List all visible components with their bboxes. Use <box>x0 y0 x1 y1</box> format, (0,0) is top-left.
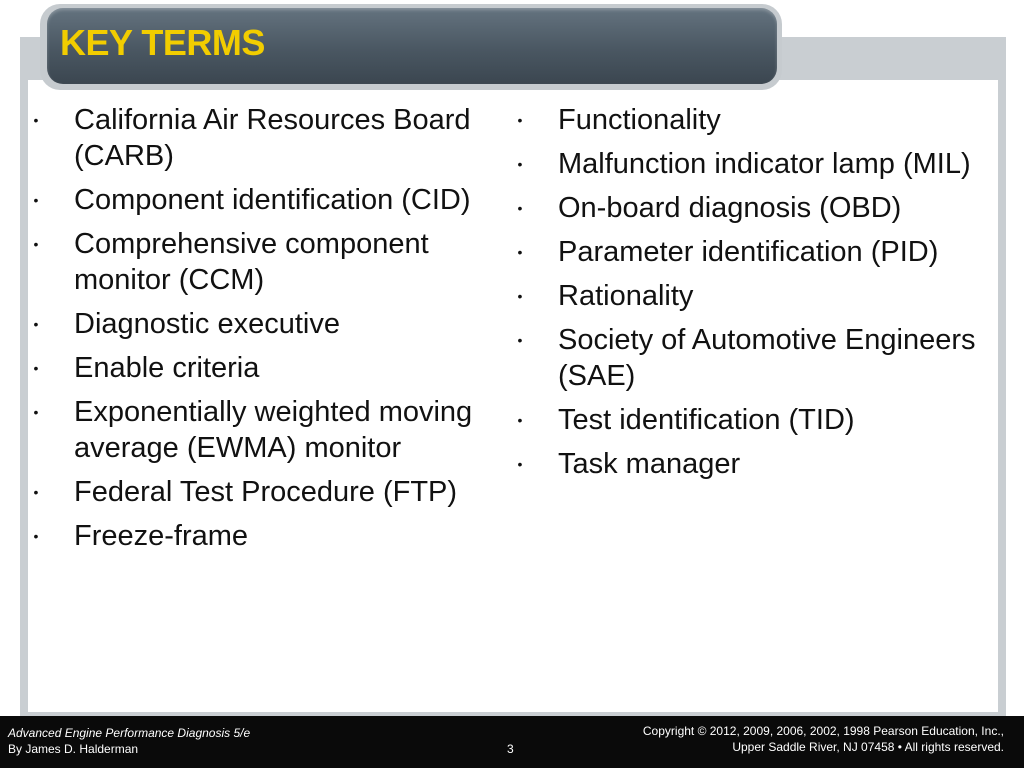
copyright-line-1: Copyright © 2012, 2009, 2006, 2002, 1998 Pearson Education, Inc., <box>642 724 1004 738</box>
slide-title: KEY TERMS <box>60 22 265 63</box>
left-term-list <box>30 102 500 562</box>
bullet-icon: • <box>33 112 39 128</box>
list-item <box>514 446 984 482</box>
right-term-list <box>514 102 984 490</box>
list-item <box>514 146 984 182</box>
term-text: Freeze-frame <box>74 520 249 552</box>
bullet-icon: • <box>517 332 523 348</box>
list-item <box>514 322 984 394</box>
list-item <box>30 518 500 554</box>
term-text: Test identification (TID) <box>558 404 855 436</box>
term-text: California Air Resources Board (CARB) <box>74 104 471 172</box>
bullet-icon: • <box>517 288 523 304</box>
bullet-icon: • <box>517 244 523 260</box>
term-text: Diagnostic executive <box>74 308 340 340</box>
list-item <box>30 306 500 342</box>
term-text: Comprehensive component monitor (CCM) <box>74 228 429 296</box>
bullet-icon: • <box>517 456 523 472</box>
term-text: Rationality <box>558 280 694 312</box>
list-item <box>514 102 984 138</box>
term-text: On-board diagnosis (OBD) <box>558 192 902 224</box>
list-item <box>30 350 500 386</box>
copyright-line-2: Upper Saddle River, NJ 07458 • All rights reserved. <box>732 740 1004 754</box>
list-item <box>514 402 984 438</box>
book-title: Advanced Engine Performance Diagnosis 5/e <box>8 726 251 740</box>
term-text: Functionality <box>558 104 721 136</box>
bullet-icon: • <box>517 200 523 216</box>
bullet-icon: • <box>517 112 523 128</box>
term-text: Malfunction indicator lamp (MIL) <box>558 148 971 180</box>
list-item <box>514 190 984 226</box>
term-text: Task manager <box>558 448 741 480</box>
bullet-icon: • <box>33 236 39 252</box>
slide-footer <box>0 716 1024 768</box>
list-item <box>30 474 500 510</box>
list-item <box>514 234 984 270</box>
list-item <box>30 182 500 218</box>
term-text: Society of Automotive Engineers (SAE) <box>558 324 976 392</box>
bullet-icon: • <box>33 360 39 376</box>
bullet-icon: • <box>33 404 39 420</box>
term-text: Parameter identification (PID) <box>558 236 939 268</box>
term-text: Exponentially weighted moving average (EWMA) monitor <box>74 396 473 464</box>
list-item <box>514 278 984 314</box>
bullet-icon: • <box>517 412 523 428</box>
bullet-icon: • <box>517 156 523 172</box>
bullet-icon: • <box>33 192 39 208</box>
author-line: By James D. Halderman <box>8 742 139 756</box>
list-item <box>30 102 500 174</box>
term-text: Component identification (CID) <box>74 184 471 216</box>
bullet-icon: • <box>33 316 39 332</box>
term-text: Enable criteria <box>74 352 260 384</box>
page-number: 3 <box>507 742 514 756</box>
bullet-icon: • <box>33 528 39 544</box>
term-text: Federal Test Procedure (FTP) <box>74 476 458 508</box>
list-item <box>30 394 500 466</box>
bullet-icon: • <box>33 484 39 500</box>
list-item <box>30 226 500 298</box>
